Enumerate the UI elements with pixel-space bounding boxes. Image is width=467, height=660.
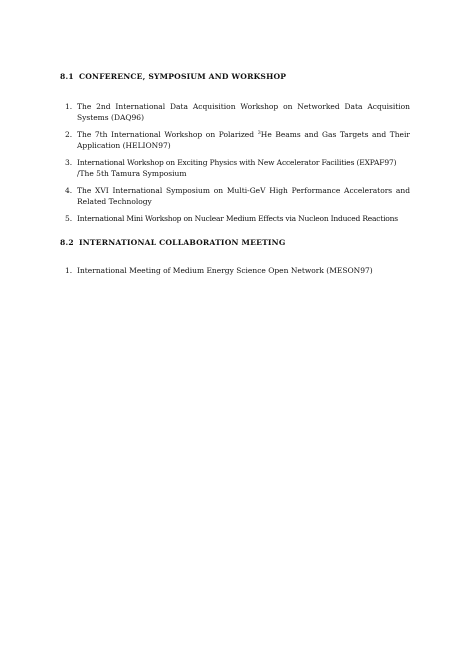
superscript: 3 (257, 130, 261, 136)
list-item (60, 186, 410, 207)
section-heading (60, 238, 410, 247)
list-item (60, 158, 410, 179)
list-item (60, 130, 410, 151)
list-item (60, 214, 410, 225)
list-item-text: He Beams and Gas Targets and Their (260, 130, 410, 139)
list-item-line: Systems (DAQ96) (77, 112, 144, 122)
conference-list (60, 102, 410, 225)
list-item (60, 102, 410, 123)
section-8-1 (60, 72, 410, 232)
section-heading (60, 72, 410, 81)
section-8-2 (60, 238, 410, 284)
list-item-line: The 2nd International Data Acquisition Workshop on Networked Data Acquisition (77, 102, 410, 111)
list-item-marker: 5. (65, 214, 73, 223)
list-item-line: Related Technology (77, 196, 152, 206)
list-item-line: International Mini Workshop on Nuclear Medium Effects via Nucleon Induced Reactions (77, 214, 398, 223)
list-item (60, 266, 410, 277)
list-item-line: International Meeting of Medium Energy Science Open Network (MESON97) (77, 266, 373, 275)
list-item-line: The XVI International Symposium on Multi-GeV High Performance Accelerators and (77, 186, 410, 195)
list-item-marker: 1. (65, 102, 73, 111)
section-number: 8.2 (60, 238, 74, 247)
list-item-text: The 7th International Workshop on Polarized (77, 130, 258, 139)
list-item-marker: 1. (65, 266, 73, 275)
section-title: CONFERENCE, SYMPOSIUM AND WORKSHOP (79, 72, 287, 81)
collaboration-list (60, 266, 410, 277)
list-item-line: International Workshop on Exciting Physics with New Accelerator Facilities (EXPAF97) (77, 158, 397, 167)
section-number: 8.1 (60, 72, 74, 81)
list-item-line: Application (HELION97) (77, 140, 171, 150)
list-item-marker: 2. (65, 130, 73, 139)
list-item-marker: 3. (65, 158, 73, 167)
list-item-marker: 4. (65, 186, 73, 195)
section-title: INTERNATIONAL COLLABORATION MEETING (79, 238, 286, 247)
list-item-line: /The 5th Tamura Symposium (77, 168, 187, 178)
list-item-line (77, 130, 410, 141)
